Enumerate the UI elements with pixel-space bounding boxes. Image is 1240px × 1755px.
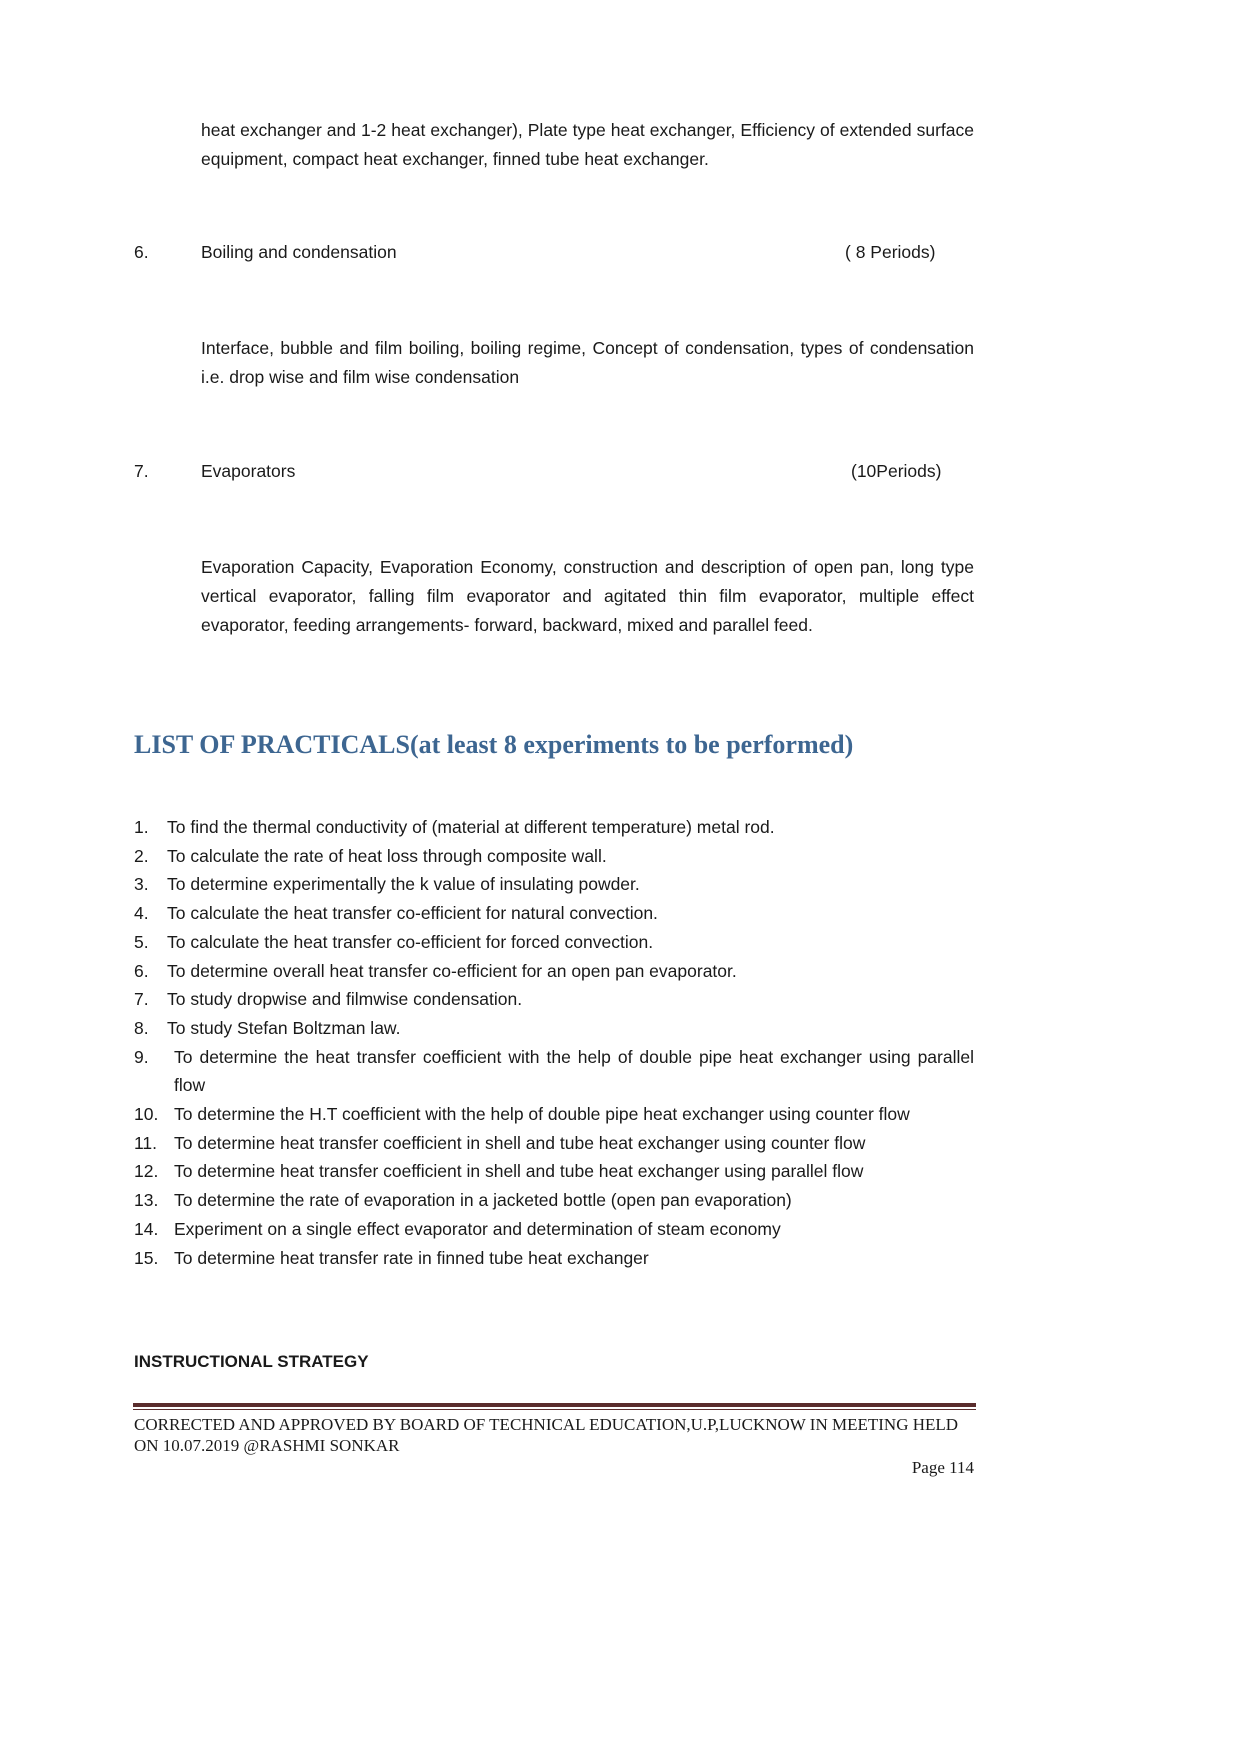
- item-text: To determine the H.T coefficient with the help of double pipe heat exchanger using counter flow: [174, 1104, 910, 1125]
- item-number: 4.: [134, 903, 149, 924]
- list-item: [134, 928, 974, 957]
- section-6-body: Interface, bubble and film boiling, boiling regime, Concept of condensation, types of condensation i.e. drop wise and film wise condensation: [201, 338, 974, 387]
- list-item: [134, 813, 974, 842]
- item-text: Experiment on a single effect evaporator and determination of steam economy: [174, 1218, 781, 1239]
- section-7-title: Evaporators: [201, 461, 296, 481]
- list-item: [134, 842, 974, 871]
- list-item: [134, 1215, 974, 1244]
- item-text: To find the thermal conductivity of (material at different temperature) metal rod.: [167, 817, 775, 837]
- item-text: To calculate the rate of heat loss through composite wall.: [167, 845, 607, 866]
- practicals-list: [134, 813, 974, 1272]
- section-6-number: 6.: [134, 242, 149, 262]
- practicals-heading-bold: LIST OF PRACTICALS: [134, 730, 410, 759]
- list-item: [134, 1100, 974, 1129]
- item-text: To calculate the heat transfer co-efficient for natural convection.: [167, 903, 658, 924]
- list-item: [134, 1244, 974, 1273]
- footer-rule-thick: [133, 1403, 976, 1407]
- item-number: 13.: [134, 1190, 159, 1211]
- practicals-heading: [134, 730, 853, 760]
- footer-rule-thin: [133, 1409, 976, 1410]
- item-text: To calculate the heat transfer co-efficient for forced convection.: [167, 931, 654, 952]
- list-item: [134, 1186, 974, 1215]
- item-number: 5.: [134, 931, 149, 952]
- list-item: [134, 957, 974, 986]
- list-item: [134, 1014, 974, 1043]
- item-number: 1.: [134, 817, 149, 837]
- item-text: To determine heat transfer rate in finned tube heat exchanger: [174, 1247, 649, 1268]
- item-number: 6.: [134, 960, 149, 981]
- footer-approval: [134, 1414, 979, 1456]
- section-6-periods: ( 8 Periods): [845, 242, 936, 262]
- item-number: 12.: [134, 1161, 159, 1182]
- list-item: [134, 1043, 974, 1100]
- item-text: To determine overall heat transfer co-efficient for an open pan evaporator.: [167, 960, 737, 981]
- strategy-heading: INSTRUCTIONAL STRATEGY: [134, 1352, 369, 1371]
- section-7-number: 7.: [134, 461, 149, 481]
- item-number: 9.: [134, 1046, 149, 1067]
- list-item: [134, 1129, 974, 1158]
- list-item: [134, 870, 974, 899]
- item-text: To determine experimentally the k value of insulating powder.: [167, 874, 640, 895]
- list-item: [134, 985, 974, 1014]
- item-text: To study dropwise and filmwise condensation.: [167, 989, 523, 1010]
- item-number: 3.: [134, 874, 149, 895]
- item-number: 10.: [134, 1104, 159, 1125]
- item-text: To determine the heat transfer coefficient with the help of double pipe heat exchanger using parallel flow: [174, 1046, 974, 1096]
- item-number: 2.: [134, 845, 149, 866]
- list-item: [134, 1157, 974, 1186]
- footer-line-1: CORRECTED AND APPROVED BY BOARD OF TECHNICAL EDUCATION,U.P,LUCKNOW IN MEETING HELD: [134, 1415, 959, 1434]
- item-number: 8.: [134, 1017, 149, 1038]
- section-7-body: Evaporation Capacity, Evaporation Economy, construction and description of open pan, long type vertical evaporator, falling film evaporator and agitated thin film evaporator, multiple effect evaporator, feeding arrangements- forward, backward, mixed and parallel feed.: [201, 557, 974, 635]
- list-item: [134, 899, 974, 928]
- item-number: 11.: [134, 1132, 158, 1153]
- item-number: 7.: [134, 989, 149, 1010]
- intro-paragraph: heat exchanger and 1-2 heat exchanger), Plate type heat exchanger, Efficiency of extended surface equipment, compact heat exchanger, finned tube heat exchanger.: [201, 120, 974, 169]
- page-number: Page 114: [911, 1458, 974, 1477]
- item-text: To determine heat transfer coefficient in shell and tube heat exchanger using counter flow: [174, 1132, 866, 1153]
- footer-line-2: ON 10.07.2019 @RASHMI SONKAR: [134, 1436, 400, 1455]
- section-7-periods: (10Periods): [851, 461, 942, 481]
- item-text: To study Stefan Boltzman law.: [167, 1017, 401, 1038]
- practicals-heading-note: (at least 8 experiments to be performed): [409, 730, 854, 759]
- item-number: 15.: [134, 1247, 159, 1268]
- item-number: 14.: [134, 1218, 159, 1239]
- section-6-title: Boiling and condensation: [201, 242, 397, 262]
- item-text: To determine the rate of evaporation in a jacketed bottle (open pan evaporation): [174, 1190, 792, 1211]
- item-text: To determine heat transfer coefficient in shell and tube heat exchanger using parallel flow: [174, 1161, 864, 1182]
